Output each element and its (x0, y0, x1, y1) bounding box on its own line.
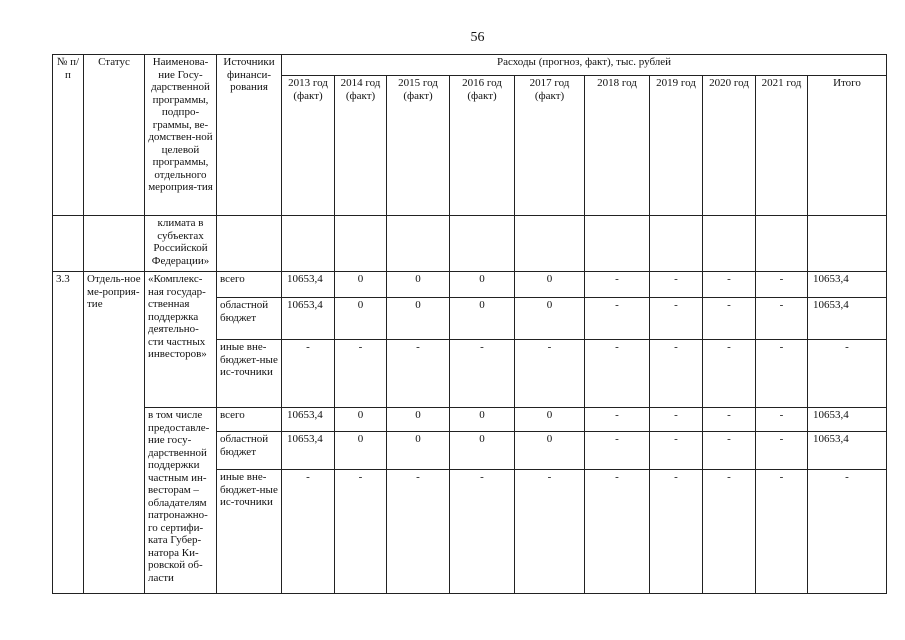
continuation-row (53, 216, 887, 272)
year-header: 2019 год (650, 76, 703, 216)
source-cell: всего (217, 408, 282, 432)
value-cell: - (756, 272, 808, 298)
year-header: 2015 год (факт) (387, 76, 450, 216)
value-cell: - (585, 272, 650, 298)
value-cell: - (703, 432, 756, 470)
value-cell: 0 (387, 272, 450, 298)
total-cell: 10653,4 (808, 432, 887, 470)
value-cell: - (756, 470, 808, 594)
header-row-1 (53, 55, 887, 76)
item-subname: в том числе предоставле-ние госу-дарственной поддержки частным ин-весторам – обладателям патронажно-го сертифи-ката Губер-натора Ки-ровской об-ласти (145, 408, 217, 594)
table-row (53, 408, 887, 432)
value-cell: - (585, 470, 650, 594)
total-header: Итого (808, 76, 887, 216)
total-cell: - (808, 340, 887, 408)
item-name: «Комплекс-ная государ-ственная поддержка деятельно-сти частных инвесторов» (145, 272, 217, 408)
value-cell: - (515, 470, 585, 594)
value-cell: 0 (450, 408, 515, 432)
value-cell: 10653,4 (282, 408, 335, 432)
value-cell: - (282, 340, 335, 408)
value-cell: - (703, 272, 756, 298)
source-cell: иные вне-бюджет-ные ис-точники (217, 340, 282, 408)
table-row (53, 272, 887, 298)
item-number: 3.3 (53, 272, 84, 594)
col-no-header: № п/п (53, 55, 84, 216)
value-cell: 0 (450, 298, 515, 340)
year-header: 2014 год (факт) (335, 76, 387, 216)
value-cell: - (585, 298, 650, 340)
total-cell: 10653,4 (808, 272, 887, 298)
value-cell: - (515, 340, 585, 408)
year-header: 2017 год (факт) (515, 76, 585, 216)
value-cell: - (585, 408, 650, 432)
value-cell: 0 (515, 298, 585, 340)
value-cell: - (450, 340, 515, 408)
source-cell: областной бюджет (217, 432, 282, 470)
value-cell: 0 (335, 298, 387, 340)
value-cell: 0 (335, 272, 387, 298)
value-cell: - (585, 432, 650, 470)
value-cell: - (703, 470, 756, 594)
source-cell: всего (217, 272, 282, 298)
value-cell: 10653,4 (282, 432, 335, 470)
value-cell: 0 (387, 298, 450, 340)
col-source-header: Источники финанси-рования (217, 55, 282, 216)
continuation-name: климата в субъектах Российской Федерации» (145, 216, 217, 272)
value-cell: - (703, 340, 756, 408)
value-cell: - (335, 340, 387, 408)
value-cell: - (650, 432, 703, 470)
budget-table (52, 54, 887, 594)
value-cell: - (756, 298, 808, 340)
year-header: 2018 год (585, 76, 650, 216)
value-cell: - (650, 408, 703, 432)
value-cell: - (387, 340, 450, 408)
total-cell: 10653,4 (808, 298, 887, 340)
value-cell: - (335, 470, 387, 594)
value-cell: 0 (515, 408, 585, 432)
value-cell: - (650, 470, 703, 594)
value-cell: 0 (450, 432, 515, 470)
value-cell: 0 (387, 408, 450, 432)
value-cell: - (703, 298, 756, 340)
value-cell: - (650, 340, 703, 408)
value-cell: - (756, 432, 808, 470)
value-cell: 0 (450, 272, 515, 298)
value-cell: 0 (387, 432, 450, 470)
value-cell: - (585, 340, 650, 408)
col-expenses-header: Расходы (прогноз, факт), тыс. рублей (282, 55, 887, 76)
col-name-header: Наименова-ние Госу-дарственной программы, подпро-граммы, ве-домствен-ной целевой программы, отдельного мероприя-тия (145, 55, 217, 216)
value-cell: - (703, 408, 756, 432)
item-status: Отдель-ное ме-роприя-тие (84, 272, 145, 594)
value-cell: - (756, 340, 808, 408)
total-cell: 10653,4 (808, 408, 887, 432)
value-cell: 0 (515, 272, 585, 298)
total-cell: - (808, 470, 887, 594)
value-cell: - (282, 470, 335, 594)
source-cell: областной бюджет (217, 298, 282, 340)
value-cell: - (450, 470, 515, 594)
year-header: 2016 год (факт) (450, 76, 515, 216)
year-header: 2021 год (756, 76, 808, 216)
value-cell: 0 (335, 432, 387, 470)
value-cell: 0 (335, 408, 387, 432)
page-number: 56 (470, 30, 485, 45)
value-cell: 10653,4 (282, 298, 335, 340)
value-cell: - (650, 298, 703, 340)
value-cell: 10653,4 (282, 272, 335, 298)
col-status-header: Статус (84, 55, 145, 216)
value-cell: - (387, 470, 450, 594)
source-cell: иные вне-бюджет-ные ис-точники (217, 470, 282, 594)
value-cell: - (756, 408, 808, 432)
year-header: 2013 год (факт) (282, 76, 335, 216)
value-cell: 0 (515, 432, 585, 470)
value-cell: - (650, 272, 703, 298)
year-header: 2020 год (703, 76, 756, 216)
